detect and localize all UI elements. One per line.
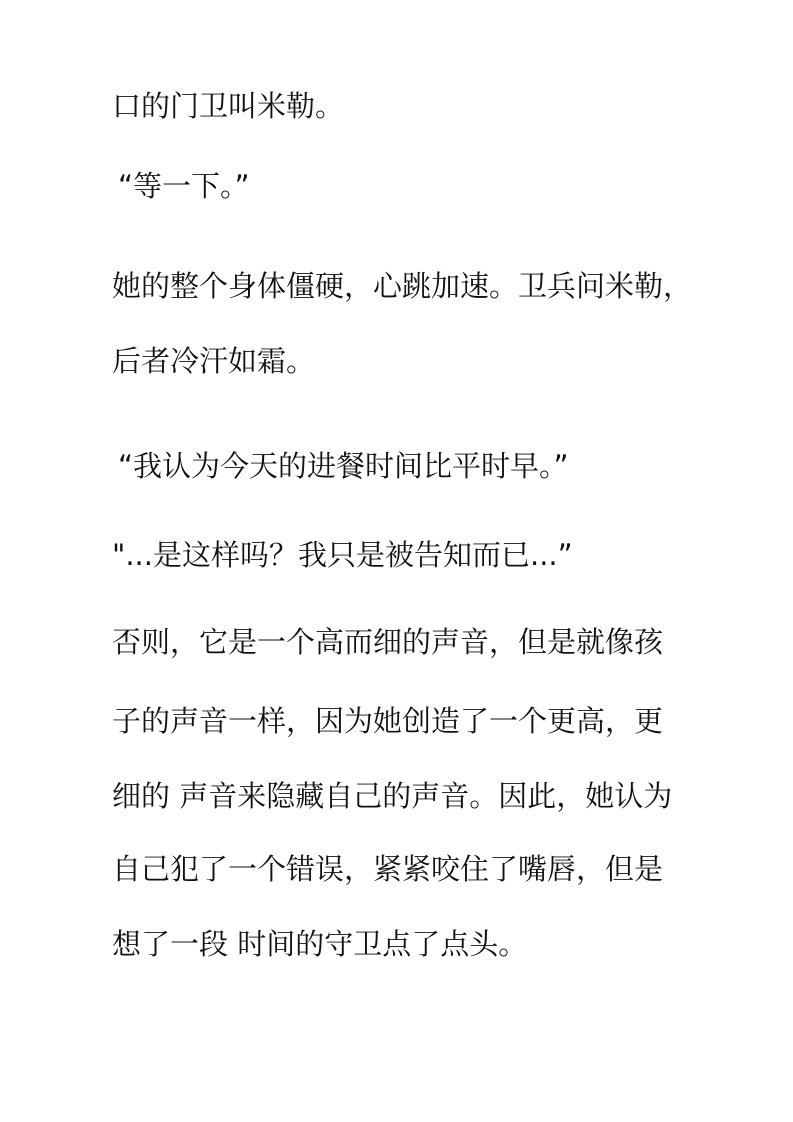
text-line-3: 她的整个身体僵硬，心跳加速。卫兵问米勒，	[112, 269, 693, 303]
text-line-2: “等一下。”	[118, 169, 250, 203]
text-line-8: 子的声音一样，因为她创造了一个更高，更	[112, 704, 664, 738]
text-line-11: 想了一段 时间的守卫点了点头。	[112, 927, 528, 961]
text-line-1: 口的门卫叫米勒。	[112, 89, 345, 123]
text-line-4: 后者冷汗如霜。	[112, 344, 316, 378]
text-line-10: 自己犯了一个错误，紧紧咬住了嘴唇，但是	[112, 852, 664, 886]
text-line-7: 否则，它是一个高而细的声音，但是就像孩	[112, 625, 664, 659]
text-line-9: 细的 声音来隐藏自己的声音。因此，她认为	[112, 779, 673, 813]
text-line-6: "...是这样吗？我只是被告知而已...”	[112, 538, 573, 572]
text-line-5: “我认为今天的进餐时间比平时早。”	[118, 449, 569, 483]
